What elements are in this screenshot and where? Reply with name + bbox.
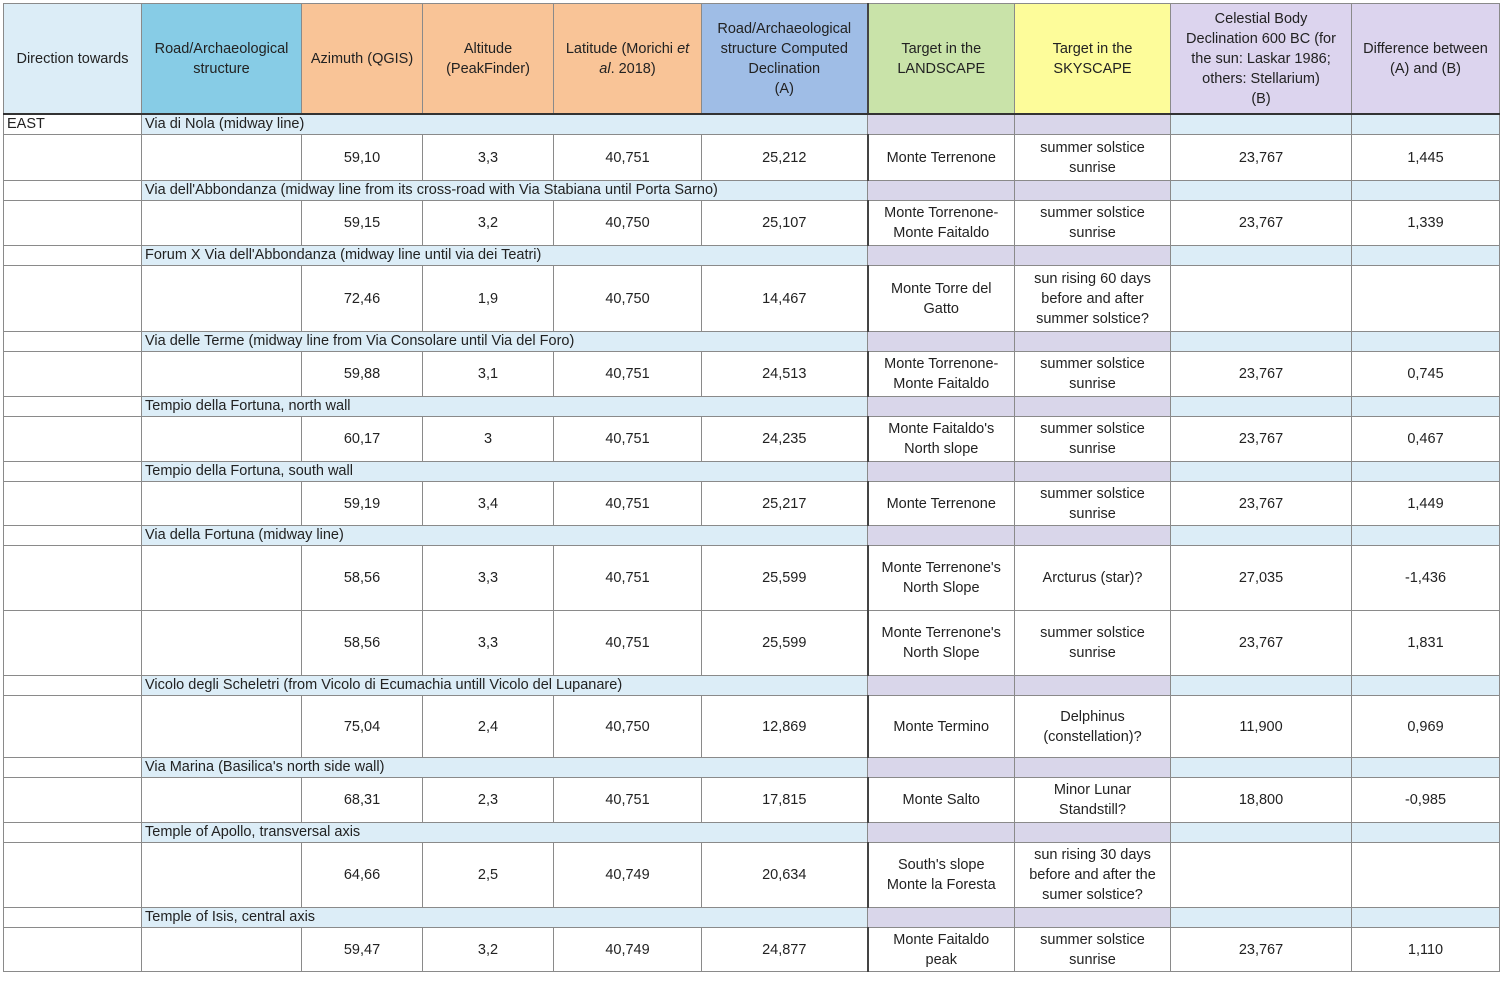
group-row xyxy=(4,758,1500,778)
header-row xyxy=(4,4,1500,115)
altitude-value: 3,2 xyxy=(423,201,554,246)
latitude-value: 40,751 xyxy=(554,482,702,526)
group-celestial-cell xyxy=(1171,823,1352,843)
road-name: Via dell'Abbondanza (midway line from its cross-road with Via Stabiana until Porta Sarno) xyxy=(142,181,868,201)
group-celestial-cell xyxy=(1171,676,1352,696)
azimuth-value: 75,04 xyxy=(302,696,423,758)
table-row xyxy=(4,928,1500,972)
road-name: Via Marina (Basilica's north side wall) xyxy=(142,758,868,778)
group-celestial-cell xyxy=(1171,114,1352,135)
difference-value: -1,436 xyxy=(1352,546,1500,611)
direction-cell xyxy=(4,908,142,928)
landscape-target: Monte Termino xyxy=(868,696,1015,758)
group-celestial-cell xyxy=(1171,462,1352,482)
landscape-target: Monte Torrenone- Monte Faitaldo xyxy=(868,352,1015,397)
difference-value: 1,831 xyxy=(1352,611,1500,676)
difference-value: 1,449 xyxy=(1352,482,1500,526)
group-skyscape-cell xyxy=(1015,758,1171,778)
landscape-target: Monte Torre del Gatto xyxy=(868,266,1015,332)
group-skyscape-cell xyxy=(1015,397,1171,417)
road-cell xyxy=(142,201,302,246)
group-row xyxy=(4,526,1500,546)
direction-cell xyxy=(4,397,142,417)
header-direction: Direction towards xyxy=(4,4,142,115)
group-row xyxy=(4,462,1500,482)
direction-cell xyxy=(4,843,142,908)
road-name: Tempio della Fortuna, south wall xyxy=(142,462,868,482)
celestial-declination-value: 18,800 xyxy=(1171,778,1352,823)
group-landscape-cell xyxy=(868,676,1015,696)
group-difference-cell xyxy=(1352,823,1500,843)
declination-value: 12,869 xyxy=(702,696,868,758)
group-celestial-cell xyxy=(1171,526,1352,546)
group-celestial-cell xyxy=(1171,246,1352,266)
road-cell xyxy=(142,417,302,462)
header-altitude: Altitude (PeakFinder) xyxy=(423,4,554,115)
skyscape-target: summer solstice sunrise xyxy=(1015,611,1171,676)
direction-cell xyxy=(4,246,142,266)
table-row xyxy=(4,201,1500,246)
table-row xyxy=(4,843,1500,908)
road-cell xyxy=(142,546,302,611)
skyscape-target: summer solstice sunrise xyxy=(1015,135,1171,181)
group-skyscape-cell xyxy=(1015,181,1171,201)
landscape-target: Monte Terrenone's North Slope xyxy=(868,546,1015,611)
declination-value: 24,877 xyxy=(702,928,868,972)
skyscape-target: Delphinus (constellation)? xyxy=(1015,696,1171,758)
altitude-value: 1,9 xyxy=(423,266,554,332)
declination-value: 14,467 xyxy=(702,266,868,332)
group-difference-cell xyxy=(1352,114,1500,135)
group-celestial-cell xyxy=(1171,397,1352,417)
header-landscape: Target in the LANDSCAPE xyxy=(868,4,1015,115)
group-celestial-cell xyxy=(1171,332,1352,352)
direction-cell xyxy=(4,778,142,823)
group-row xyxy=(4,676,1500,696)
group-skyscape-cell xyxy=(1015,462,1171,482)
direction-cell xyxy=(4,823,142,843)
landscape-target: Monte Torrenone- Monte Faitaldo xyxy=(868,201,1015,246)
skyscape-target: summer solstice sunrise xyxy=(1015,417,1171,462)
group-skyscape-cell xyxy=(1015,676,1171,696)
road-name: Temple of Apollo, transversal axis xyxy=(142,823,868,843)
group-difference-cell xyxy=(1352,462,1500,482)
road-name: Via di Nola (midway line) xyxy=(142,114,868,135)
celestial-declination-value: 11,900 xyxy=(1171,696,1352,758)
group-difference-cell xyxy=(1352,397,1500,417)
celestial-declination-value: 23,767 xyxy=(1171,352,1352,397)
latitude-value: 40,751 xyxy=(554,546,702,611)
road-name: Temple of Isis, central axis xyxy=(142,908,868,928)
declination-value: 25,217 xyxy=(702,482,868,526)
skyscape-target: Minor Lunar Standstill? xyxy=(1015,778,1171,823)
road-cell xyxy=(142,778,302,823)
table-row xyxy=(4,135,1500,181)
celestial-declination-value xyxy=(1171,843,1352,908)
altitude-value: 3,3 xyxy=(423,546,554,611)
group-difference-cell xyxy=(1352,332,1500,352)
group-skyscape-cell xyxy=(1015,246,1171,266)
direction-cell xyxy=(4,696,142,758)
group-landscape-cell xyxy=(868,332,1015,352)
group-skyscape-cell xyxy=(1015,526,1171,546)
azimuth-value: 64,66 xyxy=(302,843,423,908)
celestial-declination-value: 23,767 xyxy=(1171,135,1352,181)
group-landscape-cell xyxy=(868,758,1015,778)
group-difference-cell xyxy=(1352,908,1500,928)
group-row xyxy=(4,397,1500,417)
declination-value: 24,235 xyxy=(702,417,868,462)
skyscape-target: Arcturus (star)? xyxy=(1015,546,1171,611)
group-landscape-cell xyxy=(868,462,1015,482)
celestial-declination-value xyxy=(1171,266,1352,332)
direction-cell xyxy=(4,417,142,462)
table-row xyxy=(4,611,1500,676)
celestial-declination-value: 23,767 xyxy=(1171,482,1352,526)
declination-value: 20,634 xyxy=(702,843,868,908)
group-row xyxy=(4,181,1500,201)
landscape-target: Monte Salto xyxy=(868,778,1015,823)
difference-value: 1,339 xyxy=(1352,201,1500,246)
direction-cell xyxy=(4,526,142,546)
difference-value: -0,985 xyxy=(1352,778,1500,823)
skyscape-target: summer solstice sunrise xyxy=(1015,352,1171,397)
road-cell xyxy=(142,352,302,397)
group-row xyxy=(4,246,1500,266)
difference-value xyxy=(1352,843,1500,908)
difference-value xyxy=(1352,266,1500,332)
direction-cell xyxy=(4,611,142,676)
group-landscape-cell xyxy=(868,823,1015,843)
group-landscape-cell xyxy=(868,397,1015,417)
altitude-value: 3,2 xyxy=(423,928,554,972)
declination-value: 25,107 xyxy=(702,201,868,246)
difference-value: 1,445 xyxy=(1352,135,1500,181)
altitude-value: 2,5 xyxy=(423,843,554,908)
group-skyscape-cell xyxy=(1015,823,1171,843)
road-cell xyxy=(142,696,302,758)
group-difference-cell xyxy=(1352,758,1500,778)
difference-value: 0,745 xyxy=(1352,352,1500,397)
direction-cell: EAST xyxy=(4,114,142,135)
landscape-target: Monte Terrenone xyxy=(868,482,1015,526)
table-row xyxy=(4,417,1500,462)
altitude-value: 3,1 xyxy=(423,352,554,397)
road-cell xyxy=(142,482,302,526)
altitude-value: 3,4 xyxy=(423,482,554,526)
table-row xyxy=(4,352,1500,397)
direction-cell xyxy=(4,546,142,611)
group-difference-cell xyxy=(1352,526,1500,546)
latitude-value: 40,749 xyxy=(554,928,702,972)
celestial-declination-value: 23,767 xyxy=(1171,611,1352,676)
azimuth-value: 60,17 xyxy=(302,417,423,462)
latitude-value: 40,751 xyxy=(554,778,702,823)
azimuth-value: 59,10 xyxy=(302,135,423,181)
group-landscape-cell xyxy=(868,526,1015,546)
azimuth-value: 59,19 xyxy=(302,482,423,526)
table-row xyxy=(4,546,1500,611)
direction-cell xyxy=(4,181,142,201)
group-skyscape-cell xyxy=(1015,332,1171,352)
latitude-value: 40,749 xyxy=(554,843,702,908)
declination-value: 17,815 xyxy=(702,778,868,823)
latitude-value: 40,751 xyxy=(554,417,702,462)
difference-value: 0,969 xyxy=(1352,696,1500,758)
header-difference: Difference between (A) and (B) xyxy=(1352,4,1500,115)
difference-value: 0,467 xyxy=(1352,417,1500,462)
direction-cell xyxy=(4,266,142,332)
group-row xyxy=(4,114,1500,135)
declination-value: 24,513 xyxy=(702,352,868,397)
latitude-value: 40,751 xyxy=(554,135,702,181)
road-cell xyxy=(142,266,302,332)
skyscape-target: sun rising 60 days before and after summer solstice? xyxy=(1015,266,1171,332)
latitude-value: 40,750 xyxy=(554,696,702,758)
altitude-value: 3,3 xyxy=(423,135,554,181)
skyscape-target: summer solstice sunrise xyxy=(1015,928,1171,972)
group-landscape-cell xyxy=(868,181,1015,201)
azimuth-value: 58,56 xyxy=(302,611,423,676)
celestial-declination-value: 23,767 xyxy=(1171,201,1352,246)
road-name: Via della Fortuna (midway line) xyxy=(142,526,868,546)
header-azimuth: Azimuth (QGIS) xyxy=(302,4,423,115)
group-celestial-cell xyxy=(1171,181,1352,201)
azimuth-value: 68,31 xyxy=(302,778,423,823)
road-cell xyxy=(142,135,302,181)
direction-cell xyxy=(4,201,142,246)
latitude-value: 40,751 xyxy=(554,352,702,397)
road-cell xyxy=(142,611,302,676)
group-difference-cell xyxy=(1352,676,1500,696)
direction-cell xyxy=(4,352,142,397)
group-landscape-cell xyxy=(868,246,1015,266)
group-landscape-cell xyxy=(868,908,1015,928)
header-latitude: Latitude (Morichi et al. 2018) xyxy=(554,4,702,115)
alignment-table xyxy=(3,3,1500,972)
group-row xyxy=(4,908,1500,928)
direction-cell xyxy=(4,482,142,526)
group-celestial-cell xyxy=(1171,758,1352,778)
road-name: Tempio della Fortuna, north wall xyxy=(142,397,868,417)
table-row xyxy=(4,696,1500,758)
azimuth-value: 59,47 xyxy=(302,928,423,972)
road-name: Via delle Terme (midway line from Via Consolare until Via del Foro) xyxy=(142,332,868,352)
difference-value: 1,110 xyxy=(1352,928,1500,972)
altitude-value: 2,4 xyxy=(423,696,554,758)
road-name: Forum X Via dell'Abbondanza (midway line until via dei Teatri) xyxy=(142,246,868,266)
header-declination: Road/Archaeological structure Computed Declination (A) xyxy=(702,4,868,115)
declination-value: 25,599 xyxy=(702,546,868,611)
group-difference-cell xyxy=(1352,246,1500,266)
landscape-target: Monte Faitaldo's North slope xyxy=(868,417,1015,462)
declination-value: 25,212 xyxy=(702,135,868,181)
direction-cell xyxy=(4,332,142,352)
group-skyscape-cell xyxy=(1015,114,1171,135)
skyscape-target: summer solstice sunrise xyxy=(1015,482,1171,526)
group-row xyxy=(4,823,1500,843)
latitude-value: 40,750 xyxy=(554,201,702,246)
header-skyscape: Target in the SKYSCAPE xyxy=(1015,4,1171,115)
group-landscape-cell xyxy=(868,114,1015,135)
group-row xyxy=(4,332,1500,352)
azimuth-value: 72,46 xyxy=(302,266,423,332)
declination-value: 25,599 xyxy=(702,611,868,676)
celestial-declination-value: 23,767 xyxy=(1171,928,1352,972)
latitude-value: 40,751 xyxy=(554,611,702,676)
skyscape-target: sun rising 30 days before and after the sumer solstice? xyxy=(1015,843,1171,908)
direction-cell xyxy=(4,462,142,482)
road-cell xyxy=(142,843,302,908)
altitude-value: 3,3 xyxy=(423,611,554,676)
celestial-declination-value: 27,035 xyxy=(1171,546,1352,611)
altitude-value: 2,3 xyxy=(423,778,554,823)
direction-cell xyxy=(4,928,142,972)
azimuth-value: 59,88 xyxy=(302,352,423,397)
table-body xyxy=(4,114,1500,972)
table-row xyxy=(4,778,1500,823)
latitude-value: 40,750 xyxy=(554,266,702,332)
table-row xyxy=(4,482,1500,526)
header-celestial: Celestial Body Declination 600 BC (for the sun: Laskar 1986; others: Stellarium) (B) xyxy=(1171,4,1352,115)
celestial-declination-value: 23,767 xyxy=(1171,417,1352,462)
road-cell xyxy=(142,928,302,972)
header-road: Road/Archaeological structure xyxy=(142,4,302,115)
direction-cell xyxy=(4,676,142,696)
azimuth-value: 59,15 xyxy=(302,201,423,246)
direction-cell xyxy=(4,758,142,778)
group-skyscape-cell xyxy=(1015,908,1171,928)
table-row xyxy=(4,266,1500,332)
skyscape-target: summer solstice sunrise xyxy=(1015,201,1171,246)
direction-cell xyxy=(4,135,142,181)
azimuth-value: 58,56 xyxy=(302,546,423,611)
altitude-value: 3 xyxy=(423,417,554,462)
road-name: Vicolo degli Scheletri (from Vicolo di Ecumachia untill Vicolo del Lupanare) xyxy=(142,676,868,696)
group-celestial-cell xyxy=(1171,908,1352,928)
landscape-target: South's slope Monte la Foresta xyxy=(868,843,1015,908)
group-difference-cell xyxy=(1352,181,1500,201)
landscape-target: Monte Faitaldo peak xyxy=(868,928,1015,972)
landscape-target: Monte Terrenone's North Slope xyxy=(868,611,1015,676)
landscape-target: Monte Terrenone xyxy=(868,135,1015,181)
